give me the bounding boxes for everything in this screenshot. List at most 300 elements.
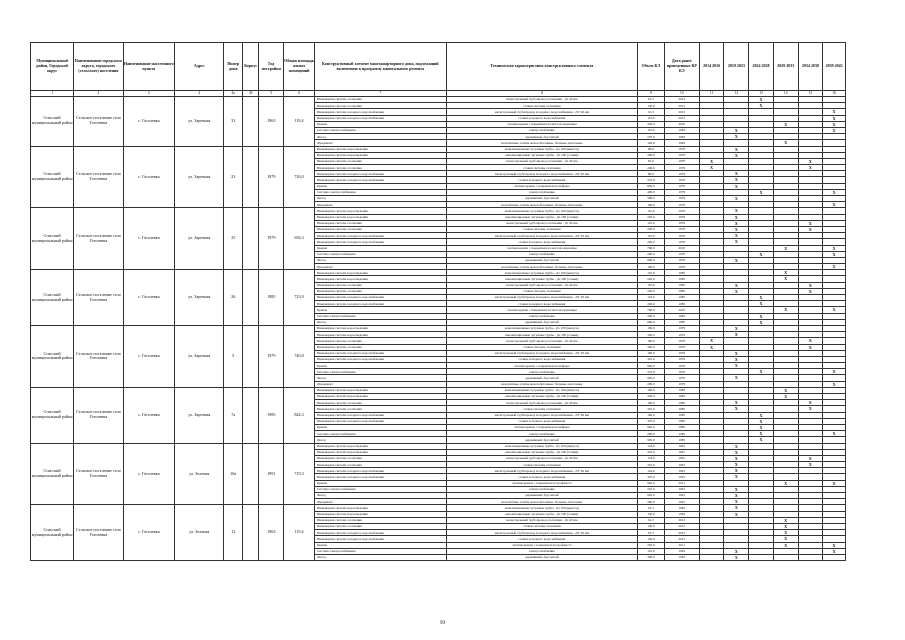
volume-cell: 320,0 [638,394,665,400]
element-cell: Инженерная система холодного водоснабжения [314,115,446,121]
period-mark-cell: X [823,245,846,251]
element-cell: Система электроснабжения [314,313,446,319]
element-cell: Крыша [314,480,446,486]
period-mark-cell: X [724,171,749,177]
capital-repair-table [30,42,846,561]
period-mark-cell [773,554,798,560]
characteristic-cell: электроснабжение [446,369,637,375]
element-cell: Инженерная система водоотведения [314,443,446,449]
characteristic-cell: скатная крыша с покрытием из металлочерепицы [446,307,637,313]
prior-repair-date-cell: 1963 [664,127,699,133]
element-cell: Инженерная система холодного водоснабжения [314,468,446,474]
period-mark-cell: X [823,381,846,387]
house-year-cell: 1985 [259,270,284,326]
volume-cell: 110,0 [638,208,665,214]
column-number: 15 [798,91,823,97]
element-cell: Инженерная система отопления [314,344,446,350]
prior-repair-date-cell: 1985 [664,319,699,325]
volume-cell: 290,0 [638,152,665,158]
period-mark-cell: X [724,486,749,492]
prior-repair-date-cell: 1991 [664,493,699,499]
prior-repair-date-cell: 1979 [664,350,699,356]
characteristic-cell: магистральный трубопровод холодного водоснабжения - ДУ 40 мм [446,350,637,356]
house-area-cell: 119,4 [284,97,315,147]
house-district-cell: Спасский муниципальный район [31,270,74,326]
prior-repair-date-cell: 1963 [664,554,699,560]
house-locality-cell: с. Гоголевка [123,208,174,270]
prior-repair-date-cell: 1979 [664,381,699,387]
house-district-cell: Спасский муниципальный район [31,325,74,387]
volume-cell: 220,0 [638,288,665,294]
element-cell: Крыша [314,121,446,127]
volume-cell: 240,0 [638,165,665,171]
volume-cell: 990,0 [638,257,665,263]
period-mark-cell: X [798,462,823,468]
prior-repair-date-cell: 1979 [664,257,699,263]
characteristic-cell: магистральный трубопровод отопления - Дз 40 мм [446,220,637,226]
column-number: 8 [446,91,637,97]
prior-repair-date-cell: 1985 [664,400,699,406]
element-cell: Инженерная система холодного водоснабжения [314,356,446,362]
house-district-cell: Спасский муниципальный район [31,97,74,147]
characteristic-cell: стояки холодного водоснабжения [446,418,637,424]
characteristic-cell: стояки системы отопления [446,165,637,171]
element-cell: Инженерная система холодного водоснабжения [314,301,446,307]
element-cell: Фундамент [314,140,446,146]
characteristic-cell: канализационные чугунные трубы - Дз 100 (стояки) [446,511,637,517]
volume-cell: 110,0 [638,270,665,276]
characteristic-cell: электроснабжение [446,486,637,492]
house-street-cell: ул. Зеленая [175,443,224,505]
period-mark-cell: X [749,418,774,424]
characteristic-cell: скатная крыша с покрытием из металлочерепицы [446,121,637,127]
column-header: 2014 2016 [699,43,724,91]
prior-repair-date-cell: 1979 [664,220,699,226]
characteristic-cell: магистральный трубопровод отопления - Дз 40 мм [446,400,637,406]
volume-cell: 200,0 [638,499,665,505]
volume-cell: 325,0 [638,462,665,468]
element-cell: Инженерная система водоотведения [314,208,446,214]
column-number: 1 [31,91,74,97]
element-cell: Инженерная система отопления [314,220,446,226]
volume-cell: 160,0 [638,412,665,418]
house-locality-cell: с. Гоголевка [123,97,174,147]
prior-repair-date-cell: 1979 [664,233,699,239]
volume-cell: 325,0 [638,449,665,455]
period-mark-cell: X [724,505,749,511]
characteristic-cell: монолитные, плиты железобетонные, блочные ленточные [446,381,637,387]
house-settlement-cell: Сельское поселение село Гоголевка [74,208,123,270]
period-mark-cell: X [823,115,846,121]
characteristic-cell: деревянный, брусчатый [446,493,637,499]
characteristic-cell: канализационные чугунные трубы - Дз 100 (выпуск) [446,387,637,393]
column-header: Корпус [242,43,258,91]
period-mark-cell: X [724,375,749,381]
element-cell: Инженерная система отопления [314,523,446,529]
characteristic-cell: стояки холодного водоснабжения [446,474,637,480]
element-cell: Инженерная система холодного водоснабжения [314,474,446,480]
volume-cell: 110,0 [638,295,665,301]
element-cell: Фундамент [314,499,446,505]
period-mark-cell: X [749,424,774,430]
house-year-cell: 1991 [259,443,284,505]
prior-repair-date-cell: 1985 [664,412,699,418]
period-mark-cell: X [724,214,749,220]
volume-cell: 320,0 [638,344,665,350]
prior-repair-date-cell: 1985 [664,313,699,319]
house-settlement-cell: Сельское поселение село Гоголевка [74,505,123,561]
element-cell: Инженерная система холодного водоснабжения [314,171,446,177]
house-area-cell: 719,3 [284,443,315,505]
house-locality-cell: с. Гоголевка [123,387,174,443]
prior-repair-date-cell: 1991 [664,474,699,480]
volume-cell: 220,0 [638,276,665,282]
period-mark-cell: X [773,542,798,548]
element-cell: Инженерная система водоотведения [314,505,446,511]
characteristic-cell: деревянный, брусчатый [446,437,637,443]
period-mark-cell: X [724,499,749,505]
element-cell: Инженерная система отопления [314,462,446,468]
element-cell: Система электроснабжения [314,431,446,437]
volume-cell: 210,0 [638,369,665,375]
element-cell: Фасад [314,319,446,325]
house-settlement-cell: Сельское поселение село Гоголевка [74,387,123,443]
prior-repair-date-cell: 1979 [664,208,699,214]
volume-cell: 110,0 [638,282,665,288]
volume-cell: 992,0 [638,480,665,486]
house-house-cell: 10а [224,443,243,505]
house-area-cell: 656,3 [284,208,315,270]
element-cell: Инженерная система отопления [314,406,446,412]
characteristic-cell: стояки системы отопления [446,462,637,468]
column-header: 2029 2033 [773,43,798,91]
period-mark-cell: X [724,332,749,338]
prior-repair-date-cell: 2012 [664,523,699,529]
volume-cell: 320,0 [638,332,665,338]
house-street-cell: ул. Заречная [175,270,224,326]
volume-cell: 61,3 [638,505,665,511]
prior-repair-date-cell: 1979 [664,183,699,189]
page-number: 99 [440,621,445,626]
period-mark-cell: X [798,344,823,350]
element-cell: Инженерная система водоотведения [314,449,446,455]
period-mark-cell: X [773,387,798,393]
prior-repair-date-cell: 2011 [664,480,699,486]
prior-repair-date-cell: 1979 [664,152,699,158]
element-cell: Крыша [314,183,446,189]
column-number: 4 [175,91,224,97]
element-cell: Инженерная система холодного водоснабжения [314,350,446,356]
period-mark-cell: X [749,103,774,109]
prior-repair-date-cell: 2010 [664,307,699,313]
element-cell: Система электроснабжения [314,548,446,554]
volume-cell: 300,0 [638,554,665,560]
period-mark-cell: X [823,307,846,313]
period-mark-cell: X [699,338,724,344]
prior-repair-date-cell: 1991 [664,468,699,474]
period-mark-cell: X [724,208,749,214]
column-header: Наименование населенного пункта [123,43,174,91]
characteristic-cell: деревянный, брусчатый [446,319,637,325]
prior-repair-date-cell: 1979 [664,369,699,375]
characteristic-cell: деревянный, брусчатый [446,196,637,202]
element-cell: Инженерная система водоотведения [314,146,446,152]
period-mark-cell: X [724,325,749,331]
element-cell: Инженерная система водоотведения [314,325,446,331]
column-number: 9 [638,91,665,97]
house-year-cell: 1963 [259,505,284,561]
characteristic-cell: стояки системы отопления [446,226,637,232]
volume-cell: 160,0 [638,325,665,331]
column-header: Техническая характеристика конструктивного элемента [446,43,637,91]
characteristic-cell: магистральный трубопровод холодного водоснабжения - ДУ 40 мм [446,530,637,536]
column-header: 2034 2038 [798,43,823,91]
characteristic-cell: монолитные, плиты железобетонные, блочные ленточные [446,499,637,505]
characteristic-cell: магистральный трубопровод холодного водоснабжения - ДУ 40 мм [446,468,637,474]
house-corpus-cell [242,97,258,147]
column-header: Год постройки [259,43,284,91]
element-cell: Фасад [314,437,446,443]
period-mark-cell: X [724,462,749,468]
characteristic-cell: канализационные чугунные трубы - Дз 100 (выпуск) [446,325,637,331]
column-header: 2024 2028 [749,43,774,91]
element-cell: Система электроснабжения [314,486,446,492]
prior-repair-date-cell: 1985 [664,295,699,301]
house-year-cell: 1979 [259,146,284,208]
register-sheet [30,42,846,616]
element-cell: Инженерная система водоотведения [314,511,446,517]
prior-repair-date-cell: 2012 [664,536,699,542]
period-mark-cell: X [724,127,749,133]
house-district-cell: Спасский муниципальный район [31,443,74,505]
house-corpus-cell [242,505,258,561]
volume-cell: 160,0 [638,338,665,344]
period-mark-cell: X [724,449,749,455]
characteristic-cell: канализационные чугунные трубы - Дз 100 (выпуск) [446,270,637,276]
prior-repair-date-cell: 2010 [664,121,699,127]
prior-repair-date-cell: 1979 [664,338,699,344]
house-locality-cell: с. Гоголевка [123,270,174,326]
column-number: 16 [823,91,846,97]
prior-repair-date-cell: 1985 [664,431,699,437]
house-house-cell: 26 [224,270,243,326]
prior-repair-date-cell: 1979 [664,251,699,257]
characteristic-cell: канализационные чугунные трубы - Дз 100 (стояки) [446,394,637,400]
element-cell: Инженерная система холодного водоснабжения [314,239,446,245]
element-cell: Инженерная система отопления [314,165,446,171]
period-mark-cell: X [798,338,823,344]
period-mark-cell: X [699,158,724,164]
element-cell: Инженерная система отопления [314,282,446,288]
characteristic-cell: магистральный трубопровод холодного водоснабжения - ДУ 40 мм [446,171,637,177]
characteristic-cell: электроснабжение [446,313,637,319]
period-mark-cell: X [724,196,749,202]
period-mark-cell [699,554,724,560]
element-cell: Фундамент [314,264,446,270]
prior-repair-date-cell: 2010 [664,245,699,251]
period-mark-cell: X [724,152,749,158]
volume-cell: 130,0 [638,103,665,109]
characteristic-cell: канализационные чугунные трубы - Дз 100 (выпуск) [446,505,637,511]
house-year-cell: 1979 [259,325,284,387]
house-area-cell: 119,4 [284,505,315,561]
element-cell: Инженерная система холодного водоснабжения [314,412,446,418]
period-mark-cell: X [724,257,749,263]
prior-repair-date-cell: 1991 [664,462,699,468]
house-street-cell: ул. Зеленая [175,505,224,561]
column-number: 12 [724,91,749,97]
period-mark-cell: X [823,127,846,133]
column-number: 4а [224,91,243,97]
prior-repair-date-cell: 1979 [664,264,699,270]
period-mark-cell: X [773,270,798,276]
prior-repair-date-cell: 1985 [664,424,699,430]
period-mark-cell: X [724,239,749,245]
characteristic-cell: монолитные, плиты железобетонные, блочные ленточные [446,140,637,146]
prior-repair-date-cell: 1979 [664,177,699,183]
element-cell: Фасад [314,196,446,202]
volume-cell: 86,0 [638,171,665,177]
characteristic-cell: магистральный трубопровод отопления - Дз 40 мм [446,338,637,344]
header-row [31,43,846,91]
prior-repair-date-cell: 2012 [664,517,699,523]
house-street-cell: ул. Заречная [175,387,224,443]
prior-repair-date-cell: 1991 [664,486,699,492]
period-mark-cell: X [798,406,823,412]
characteristic-cell: стояки холодного водоснабжения [446,115,637,121]
period-mark-cell: X [724,400,749,406]
prior-repair-date-cell: 1979 [664,196,699,202]
period-mark-cell: X [773,245,798,251]
house-settlement-cell: Сельское поселение село Гоголевка [74,325,123,387]
period-mark-cell: X [773,536,798,542]
column-number: 11 [699,91,724,97]
prior-repair-date-cell: 1979 [664,325,699,331]
volume-cell: 220,0 [638,226,665,232]
characteristic-cell: электроснабжение [446,431,637,437]
period-mark-cell: X [724,134,749,140]
column-number: 6 [284,91,315,97]
column-header: Наименование городского округа, городского (сельского) поселения [74,43,123,91]
period-mark-cell: X [724,554,749,560]
volume-cell: 124,0 [638,443,665,449]
volume-cell: 210,0 [638,177,665,183]
volume-cell: 150,0 [638,523,665,529]
prior-repair-date-cell: 1979 [664,344,699,350]
element-cell: Инженерная система холодного водоснабжения [314,536,446,542]
period-mark-cell: X [773,140,798,146]
volume-cell: 490,0 [638,189,665,195]
characteristic-cell: электроснабжение [446,189,637,195]
period-mark-cell: X [823,548,846,554]
volume-cell: 110,0 [638,127,665,133]
element-cell: Фасад [314,134,446,140]
element-cell: Инженерная система отопления [314,288,446,294]
volume-cell: 850,0 [638,183,665,189]
element-cell: Инженерная система отопления [314,226,446,232]
period-mark-cell: X [699,165,724,171]
house-house-cell: 13 [224,505,243,561]
column-header: Объем КЭ [638,43,665,91]
element-cell: Система электроснабжения [314,369,446,375]
characteristic-cell: магистральный трубопровод холодного водоснабжения - ДУ 40 мм [446,233,637,239]
period-mark-cell: X [724,288,749,294]
volume-cell: 150,0 [638,511,665,517]
period-mark-cell: X [773,307,798,313]
characteristic-cell: электроснабжение [446,127,637,133]
characteristic-cell: скатная крыша с покрытием из шифера [446,363,637,369]
volume-cell: 81,0 [638,158,665,164]
period-mark-cell: X [749,369,774,375]
volume-cell: 190,0 [638,202,665,208]
prior-repair-date-cell: 1979 [664,239,699,245]
prior-repair-date-cell: 1985 [664,282,699,288]
characteristic-cell: скатная крыша с покрытием из профлиста [446,480,637,486]
period-mark-cell: X [724,468,749,474]
period-mark-cell: X [724,183,749,189]
period-mark-cell: X [724,511,749,517]
column-header: Муниципальный район, Городской округ [31,43,74,91]
characteristic-cell: канализационные чугунные трубы - Дз 100 (выпуск) [446,443,637,449]
volume-cell: 200,0 [638,313,665,319]
period-mark-cell: X [823,121,846,127]
column-number: 10 [664,91,699,97]
period-mark-cell: X [798,226,823,232]
volume-cell: 220,0 [638,301,665,307]
characteristic-cell: монолитные, плиты железобетонные, блочные ленточные [446,202,637,208]
period-mark-cell: X [823,264,846,270]
table-body [31,97,846,561]
period-mark-cell: X [724,177,749,183]
volume-cell: 760,0 [638,307,665,313]
house-year-cell: 1979 [259,208,284,270]
house-locality-cell: с. Гоголевка [123,325,174,387]
volume-cell: 220,0 [638,214,665,220]
characteristic-cell: монолитные, плиты железобетонные, блочные ленточные [446,264,637,270]
element-cell: Крыша [314,245,446,251]
house-corpus-cell [242,146,258,208]
column-number: 13 [749,91,774,97]
characteristic-cell: канализационные чугунные трубы - Дз 100 (выпуск) [446,146,637,152]
element-cell: Фасад [314,375,446,381]
volume-cell: 110,0 [638,233,665,239]
house-district-cell: Спасский муниципальный район [31,505,74,561]
house-settlement-cell: Сельское поселение село Гоголевка [74,146,123,208]
volume-cell: 160,0 [638,400,665,406]
period-mark-cell: X [798,400,823,406]
element-cell: Крыша [314,424,446,430]
characteristic-cell: электроснабжение [446,548,637,554]
volume-cell: 210,0 [638,486,665,492]
house-house-cell: 23 [224,146,243,208]
period-mark-cell: X [724,146,749,152]
volume-cell: 325,0 [638,406,665,412]
characteristic-cell: стояки системы отопления [446,406,637,412]
prior-repair-date-cell: 1963 [664,548,699,554]
prior-repair-date-cell: 1963 [664,511,699,517]
prior-repair-date-cell: 1979 [664,158,699,164]
period-mark-cell: X [749,412,774,418]
period-mark-cell: X [823,431,846,437]
house-settlement-cell: Сельское поселение село Гоголевка [74,443,123,505]
prior-repair-date-cell: 1985 [664,288,699,294]
period-mark-cell: X [749,319,774,325]
characteristic-cell: деревянный, брусчатый [446,375,637,381]
characteristic-cell: стояки холодного водоснабжения [446,301,637,307]
column-number: 4б [242,91,258,97]
volume-cell: 325,0 [638,474,665,480]
house-street-cell: ул. Заречная [175,146,224,208]
